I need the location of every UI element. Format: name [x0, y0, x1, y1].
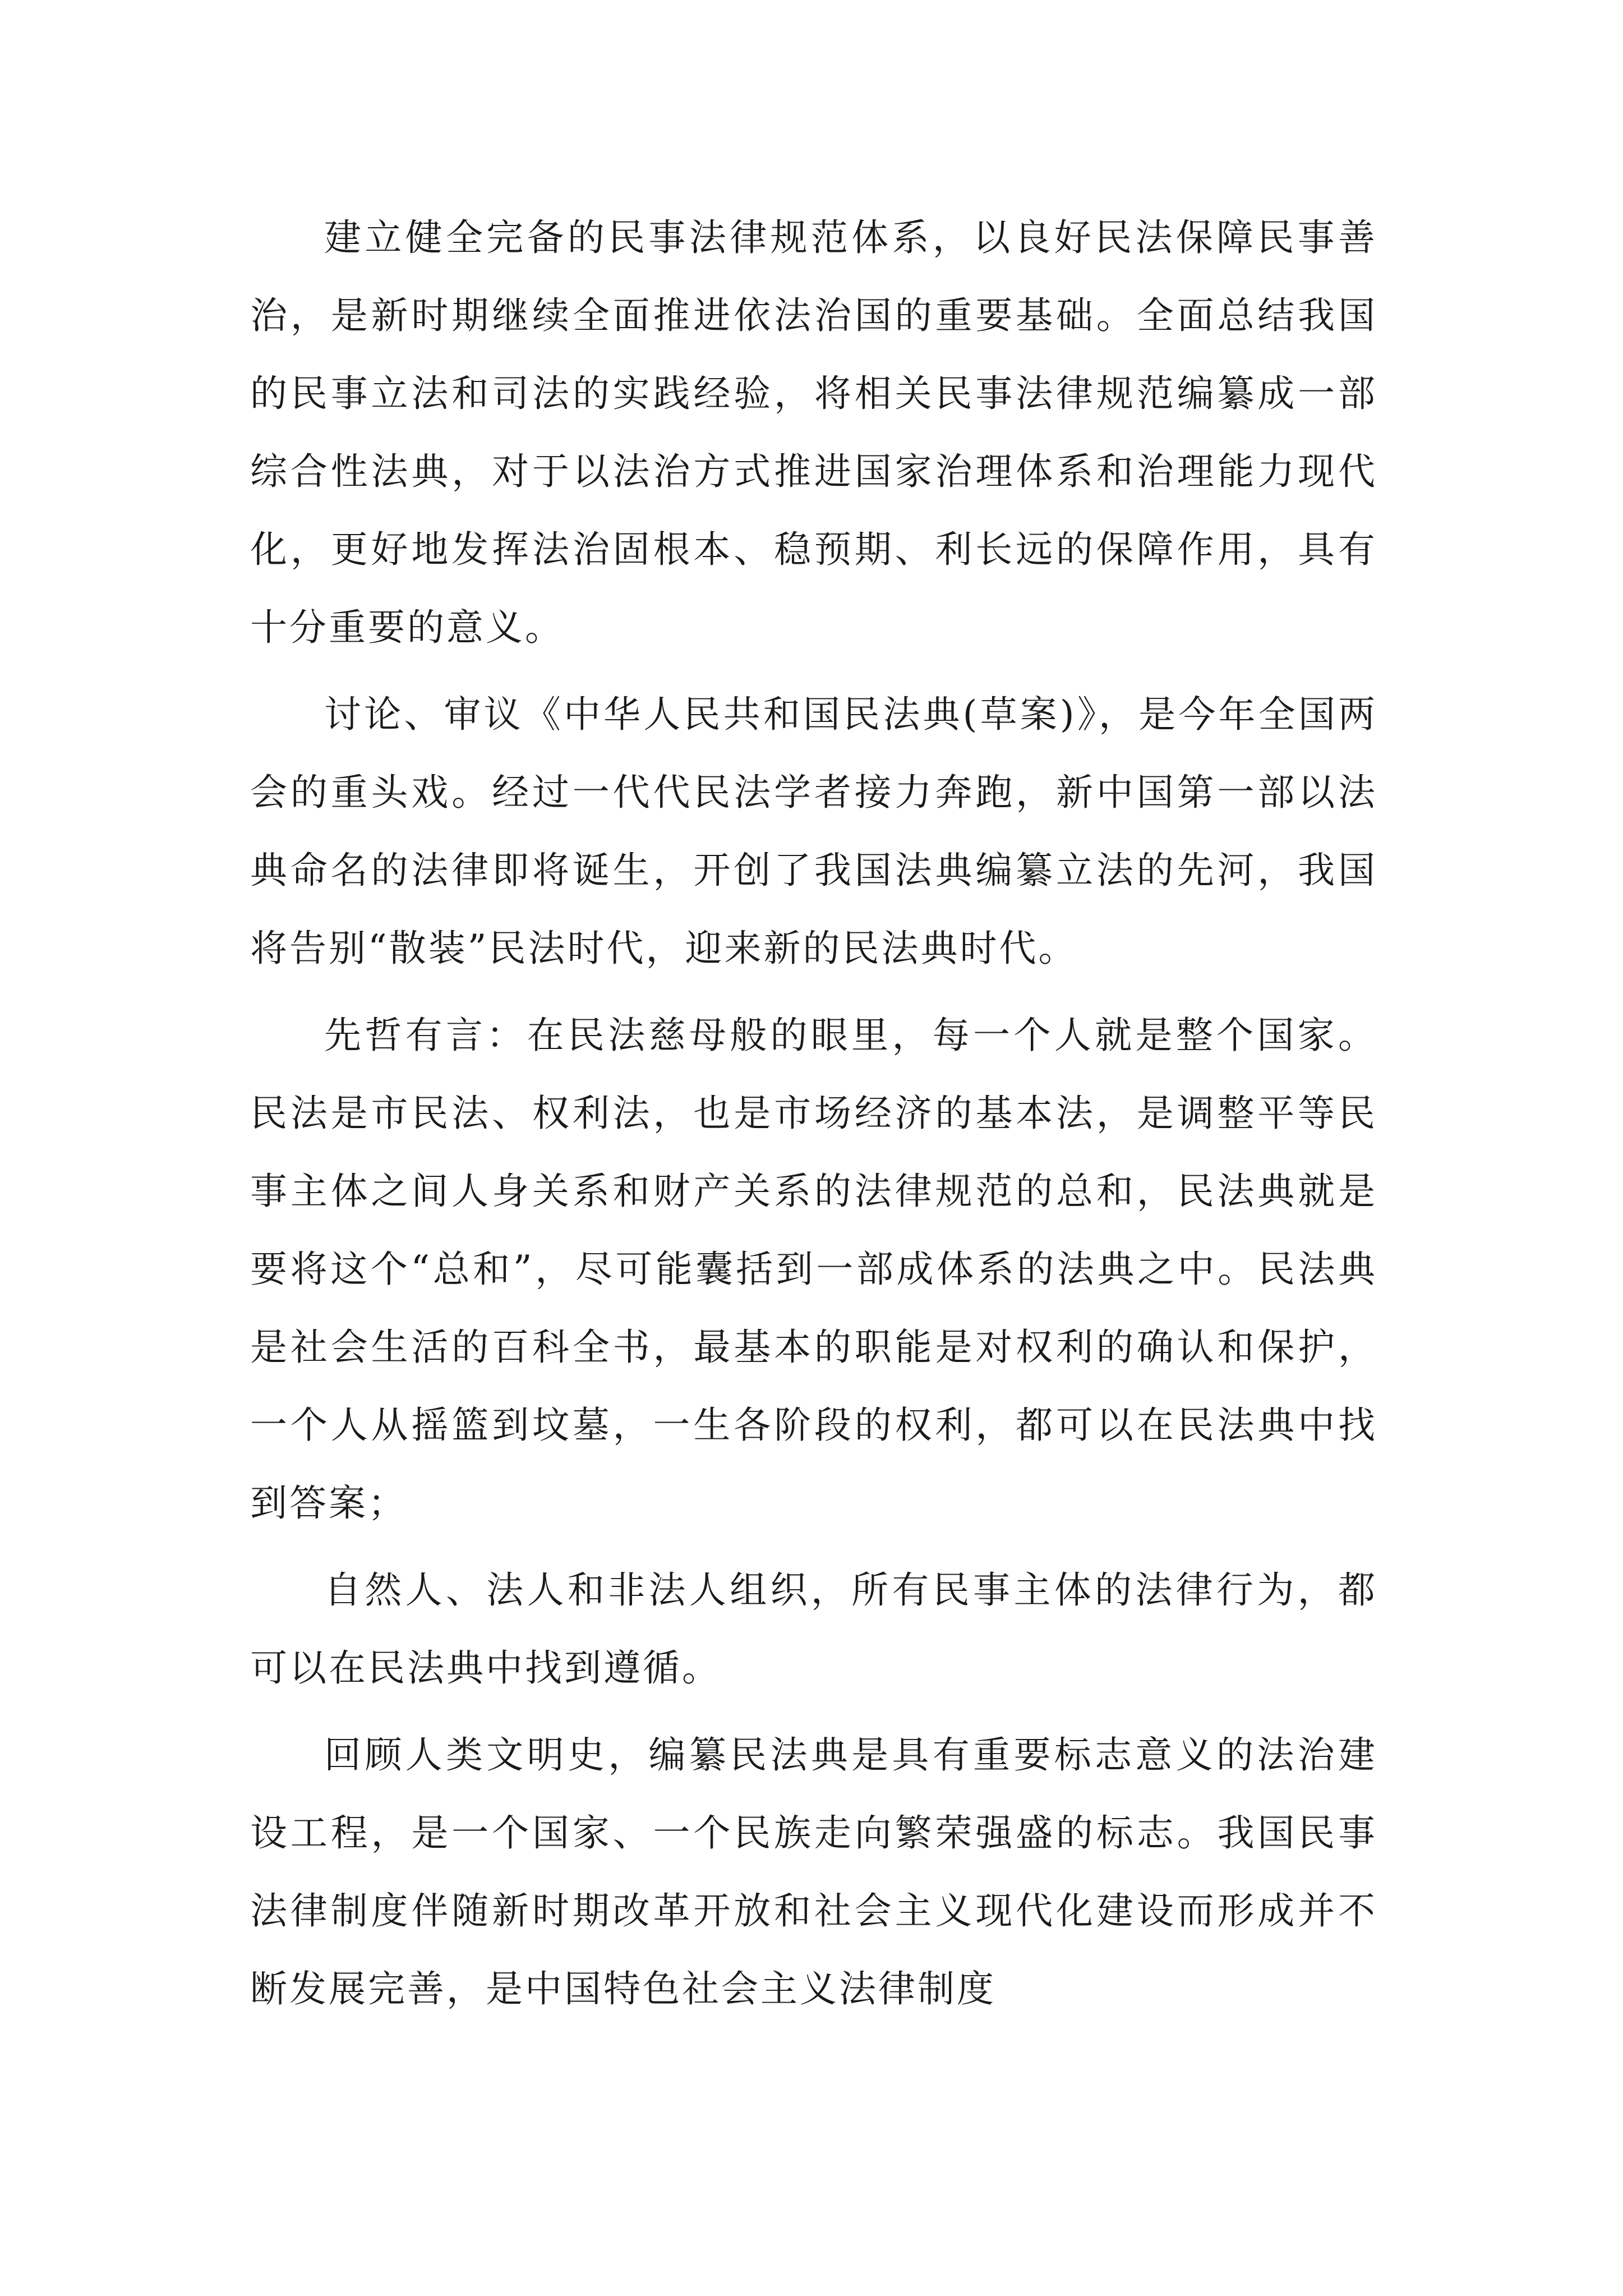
paragraph-2: 讨论、审议《中华人民共和国民法典(草案)》，是今年全国两会的重头戏。经过一代代民法学者接力奔跑，新中国第一部以法典命名的法律即将诞生，开创了我国法典编纂立法的先河，我国将告别“散装”民法时代，迎来新的民法典时代。: [250, 693, 1377, 970]
paragraph-3: 先哲有言：在民法慈母般的眼里，每一个人就是整个国家。民法是市民法、权利法，也是市场经济的基本法，是调整平等民事主体之间人身关系和财产关系的法律规范的总和，民法典就是要将这个“总和”，尽可能囊括到一部成体系的法典之中。民法典是社会生活的百科全书，最基本的职能是对权利的确认和保护，一个人从摇篮到坟墓，一生各阶段的权利，都可以在民法典中找到答案；: [250, 1014, 1377, 1525]
paragraph-5: 回顾人类文明史，编纂民法典是具有重要标志意义的法治建设工程，是一个国家、一个民族走向繁荣强盛的标志。我国民事法律制度伴随新时期改革开放和社会主义现代化建设而形成并不断发展完善，是中国特色社会主义法律制度: [250, 1733, 1377, 2010]
paragraph-1: 建立健全完备的民事法律规范体系，以良好民法保障民事善治，是新时期继续全面推进依法治国的重要基础。全面总结我国的民事立法和司法的实践经验，将相关民事法律规范编纂成一部综合性法典，对于以法治方式推进国家治理体系和治理能力现代化，更好地发挥法治固根本、稳预期、利长远的保障作用，具有十分重要的意义。: [250, 216, 1377, 649]
paragraph-4: 自然人、法人和非法人组织，所有民事主体的法律行为，都可以在民法典中找到遵循。: [250, 1568, 1377, 1690]
document-body: [250, 199, 1377, 2037]
